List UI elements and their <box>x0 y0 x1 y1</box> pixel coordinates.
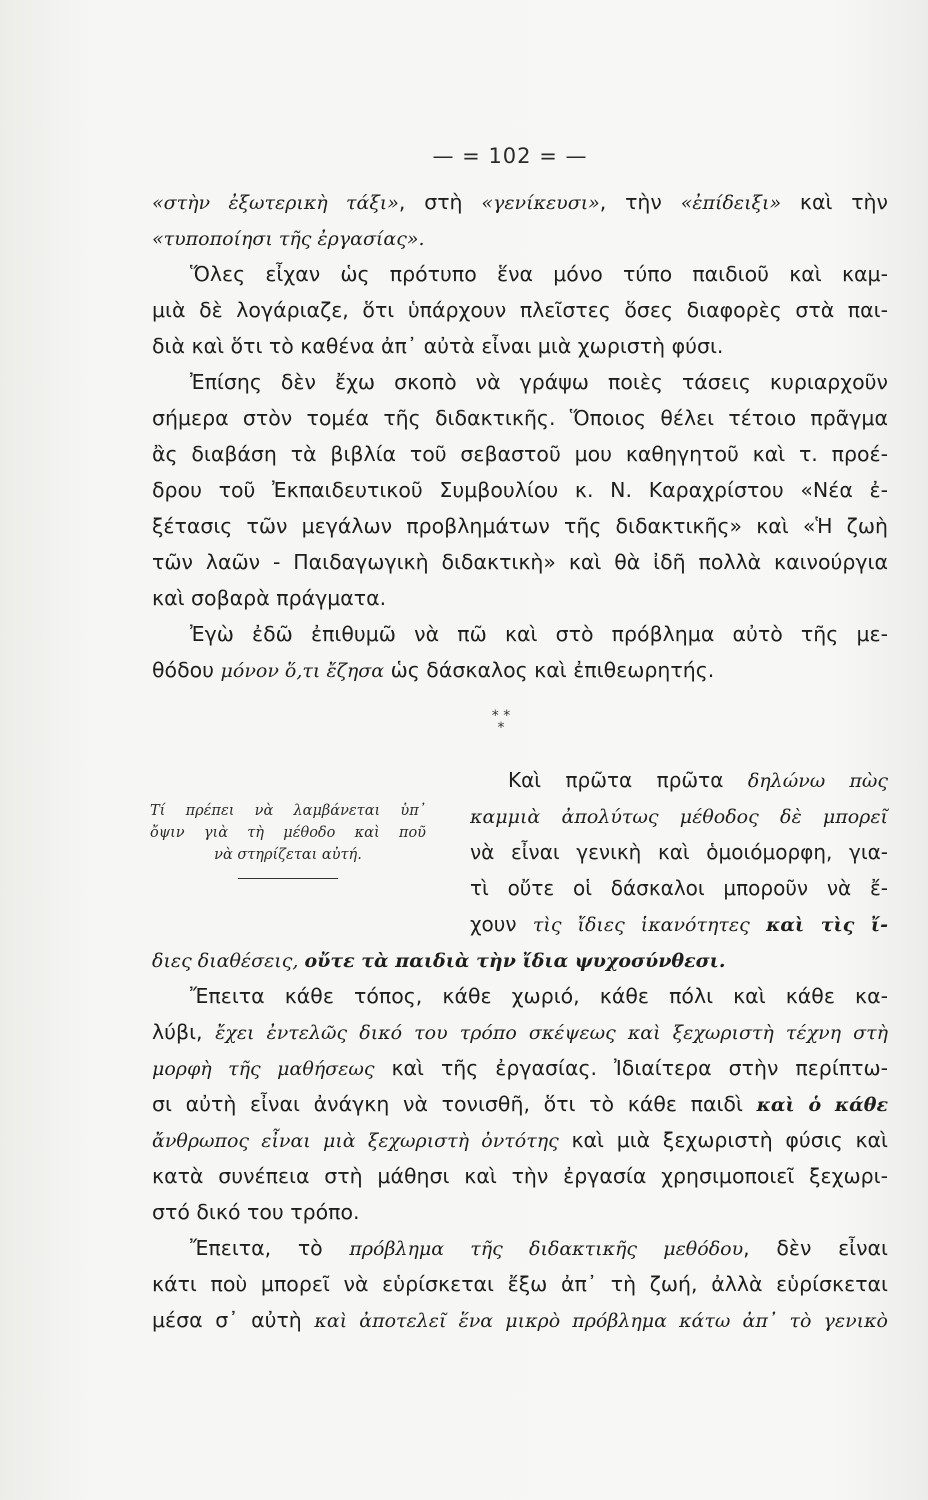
text-run: , στὴ <box>398 190 482 214</box>
text-line <box>152 1122 888 1158</box>
text-line <box>152 256 888 292</box>
text-run: στό δικό του τρόπο. <box>152 1200 360 1224</box>
text-run: τῶν λαῶν - Παιδαγωγικὴ διδακτικὴ» καὶ θὰ ἰδῆ πολλὰ καινούργια <box>152 550 888 574</box>
text-line <box>152 942 888 978</box>
text-line <box>152 1230 888 1266</box>
emphasis-run: μόνον ὅ,τι ἔζησα <box>220 660 385 682</box>
text-run: θόδου <box>152 658 221 682</box>
emphasis-run: καὶ ὁ κάθε <box>756 1094 888 1116</box>
text-run: λύβι, <box>152 1020 216 1044</box>
text-line <box>470 870 888 906</box>
emphasis-run: ἔχει ἐντελῶς δικό του τρόπο σκέψεως καὶ ξεχωριστὴ τέχνη στὴ <box>215 1022 889 1044</box>
text-run: μιὰ δὲ λογάριαζε, ὅτι ὑπάρχουν πλεῖστες ὅσες διαφορὲς στὰ παι- <box>152 298 888 322</box>
text-line <box>152 400 888 436</box>
emphasis-run: καὶ τὶς ἴ- <box>766 914 888 936</box>
marginal-note-line: ὄψιν γιὰ τὴ μέθοδο καὶ ποῦ <box>150 825 426 841</box>
text-line <box>470 834 888 870</box>
text-run: καὶ σοβαρὰ πράγματα. <box>152 586 387 610</box>
text-line <box>152 1086 888 1122</box>
text-run: κατὰ συνέπεια στὴ μάθησι καὶ τὴν ἐργασία χρησιμοποιεῖ ξεχωρι- <box>152 1164 888 1188</box>
text-run: μέσα σ᾽ αὐτὴ <box>152 1308 315 1332</box>
text-block-bottom <box>152 942 888 1338</box>
text-run: ξέτασις τῶν μεγάλων προβλημάτων τῆς διδακτικῆς» καὶ «Ἡ ζωὴ <box>152 514 888 538</box>
text-run: Ἔπειτα κάθε τόπος, κάθε χωριό, κάθε πόλι καὶ κάθε κα- <box>190 984 888 1008</box>
text-run: χουν <box>470 912 533 936</box>
emphasis-run: οὔτε τὰ παιδιὰ τὴν ἴδια ψυχοσύνθεσι. <box>304 950 726 972</box>
text-line <box>152 1194 888 1230</box>
text-run: καὶ τὴν <box>781 190 888 214</box>
text-line <box>152 1302 888 1338</box>
text-run: νὰ εἶναι γενικὴ καὶ ὁμοιόμορφη, για- <box>470 840 888 864</box>
emphasis-run: πρόβλημα τῆς διδακτικῆς μεθόδου <box>349 1238 744 1260</box>
text-run: σήμερα στὸν τομέα τῆς διδακτικῆς. Ὅποιος θέλει τέτοιο πρᾶγμα <box>152 406 888 430</box>
emphasis-run: «ἐπίδειξι» <box>680 192 782 214</box>
text-line <box>152 436 888 472</box>
text-run: δρου τοῦ Ἐκπαιδευτικοῦ Συμβουλίου κ. Ν. Καραχρίστου «Νέα ἐ- <box>152 478 888 502</box>
text-run: , δὲν εἶναι <box>743 1236 888 1260</box>
marginal-note-line: Τί πρέπει νὰ λαμβάνεται ὑπ᾽ <box>150 803 426 819</box>
text-run: Ἐπίσης δὲν ἔχω σκοπὸ νὰ γράψω ποιὲς τάσεις κυριαρχοῦν <box>190 370 888 394</box>
text-run: σι αὐτὴ εἶναι ἀνάγκη νὰ τονισθῆ, ὅτι τὸ κάθε παιδὶ <box>152 1092 757 1116</box>
text-line <box>152 978 888 1014</box>
marginal-note-rule <box>238 878 338 879</box>
text-block-top <box>152 184 888 688</box>
text-run: ὡς δάσκαλος καὶ ἐπιθεωρητής. <box>384 658 715 682</box>
text-line <box>470 906 888 942</box>
emphasis-run: δηλώνω πὼς <box>747 770 888 792</box>
text-line <box>152 580 888 616</box>
emphasis-run: τὶς ἴδιες ἱκανότητες <box>532 914 750 936</box>
text-line <box>152 292 888 328</box>
emphasis-run: «τυποποίησι τῆς ἐργασίας». <box>152 228 425 250</box>
text-run: Ἔπειτα, τὸ <box>190 1236 350 1260</box>
asterism-bottom: * <box>497 720 505 736</box>
emphasis-run: διες διαθέσεις, <box>152 950 305 972</box>
text-block-right-column <box>470 762 888 942</box>
text-line <box>152 220 888 256</box>
text-line <box>152 616 888 652</box>
text-line <box>470 798 888 834</box>
text-run: , τὴν <box>599 190 681 214</box>
emphasis-run: μορφὴ τῆς μαθήσεως <box>152 1058 375 1080</box>
emphasis-run: ἄνθρωπος εἶναι μιὰ ξεχωριστὴ ὀντότης <box>152 1130 559 1152</box>
text-line <box>152 1050 888 1086</box>
emphasis-run: «στὴν ἐξωτερικὴ τάξι» <box>152 192 399 214</box>
text-line <box>152 364 888 400</box>
marginal-note <box>150 800 426 879</box>
text-run: Καὶ πρῶτα πρῶτα <box>508 768 748 792</box>
text-run: Ὅλες εἶχαν ὡς πρότυπο ἕνα μόνο τύπο παιδιοῦ καὶ καμ- <box>190 262 888 286</box>
marginal-note-line: νὰ στηρίζεται αὐτή. <box>214 847 362 863</box>
page-number: — = 102 = — <box>432 144 588 168</box>
text-run: τὶ οὔτε οἱ δάσκαλοι μποροῦν νὰ ἔ- <box>470 876 888 900</box>
asterism <box>486 710 516 734</box>
text-line <box>152 508 888 544</box>
text-run: Ἐγὼ ἐδῶ ἐπιθυμῶ νὰ πῶ καὶ στὸ πρόβλημα αὐτὸ τῆς με- <box>190 622 888 646</box>
text-line <box>152 652 888 688</box>
emphasis-run: καμμιὰ ἀπολύτως μέθοδος δὲ μπορεῖ <box>470 806 888 828</box>
text-line <box>470 762 888 798</box>
text-run: κάτι ποὺ μπορεῖ νὰ εὑρίσκεται ἔξω ἀπ᾽ τὴ ζωή, ἀλλὰ εὑρίσκεται <box>152 1272 888 1296</box>
text-run <box>750 912 766 936</box>
text-line <box>152 1014 888 1050</box>
text-line <box>152 1158 888 1194</box>
emphasis-run: «γενίκευσι» <box>481 192 600 214</box>
text-line <box>152 328 888 364</box>
text-run: καὶ μιὰ ξεχωριστὴ φύσις καὶ <box>558 1128 888 1152</box>
text-line <box>152 1266 888 1302</box>
text-run: διὰ καὶ ὅτι τὸ καθένα ἀπ᾽ αὐτὰ εἶναι μιὰ χωριστὴ φύσι. <box>152 334 724 358</box>
text-run: ἂς διαβάση τὰ βιβλία τοῦ σεβαστοῦ μου καθηγητοῦ καὶ τ. προέ- <box>152 442 888 466</box>
text-line <box>152 472 888 508</box>
asterism-top: * * <box>491 708 511 724</box>
text-line <box>152 544 888 580</box>
emphasis-run: καὶ ἀποτελεῖ ἕνα μικρὸ πρόβλημα κάτω ἀπ᾽ τὸ γενικὸ <box>314 1310 888 1332</box>
text-line <box>152 184 888 220</box>
text-run: καὶ τῆς ἐργασίας. Ἰδιαίτερα στὴν περίπτω- <box>374 1056 889 1080</box>
